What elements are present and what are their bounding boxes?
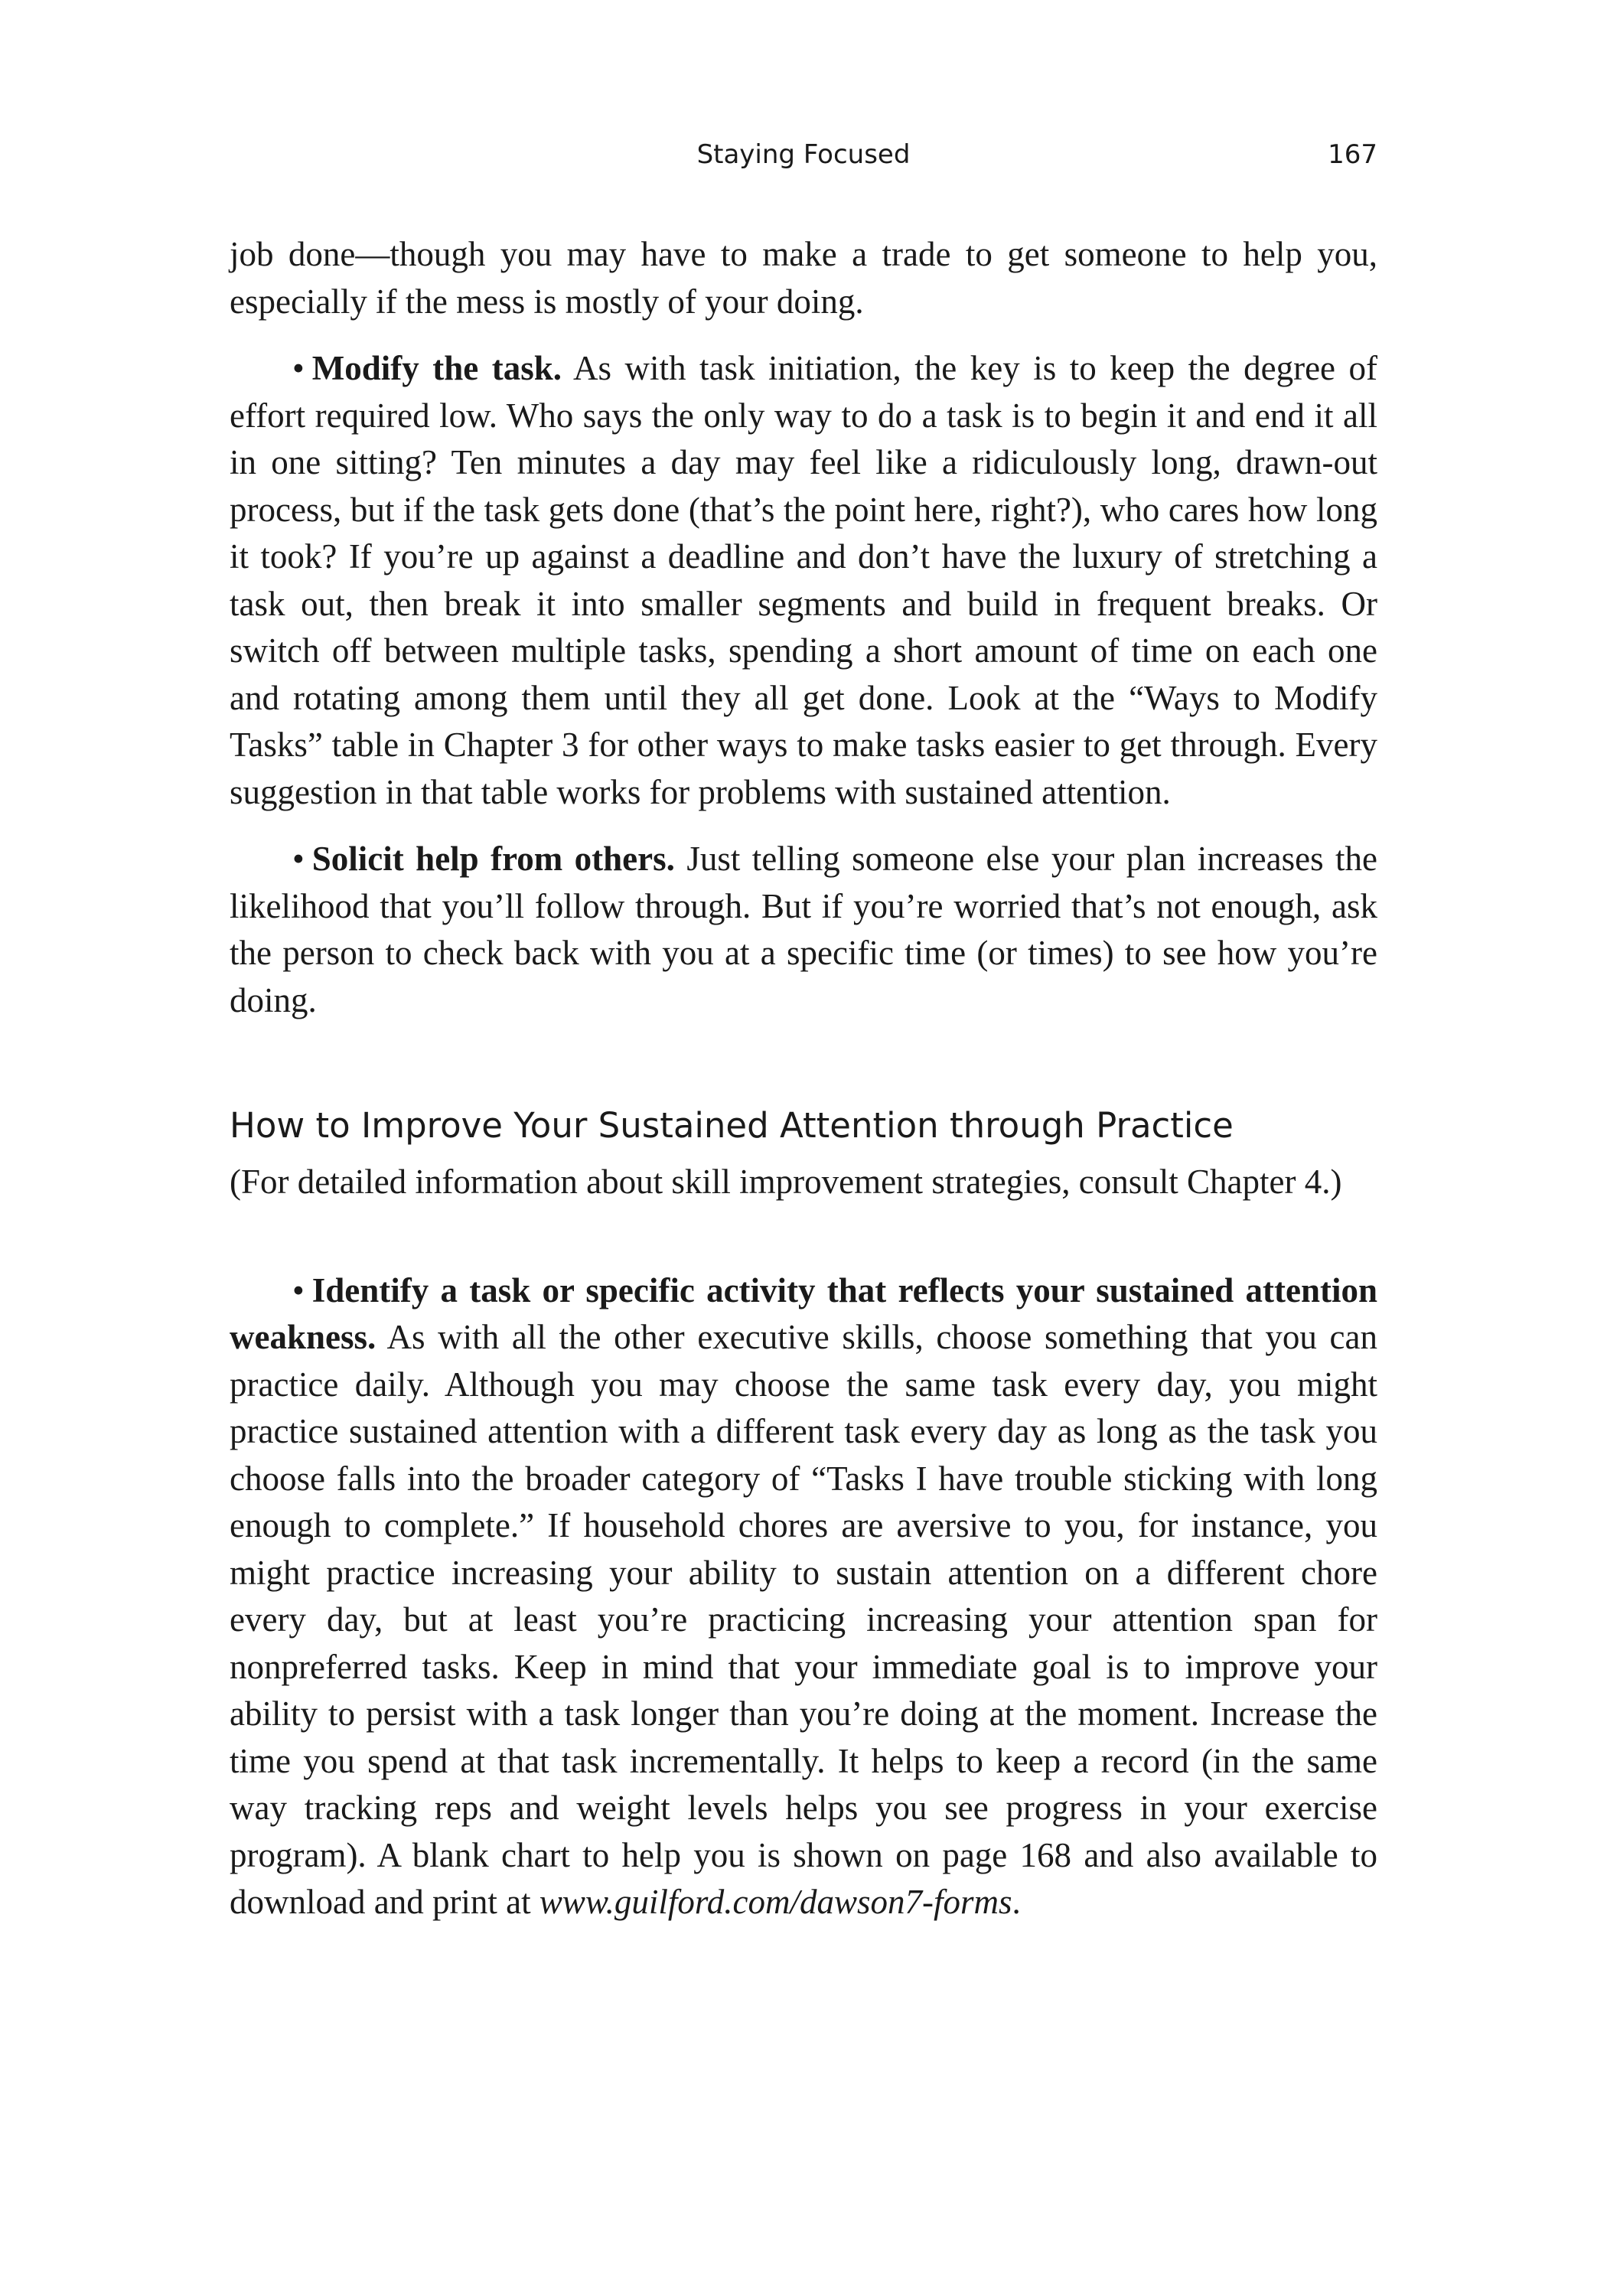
paragraph-continued: job done—though you may have to make a trade to get someone to help you, especially if the mess is mostly of your doing. <box>230 235 1377 321</box>
bullet-paragraph-solicit-help <box>230 836 1377 1024</box>
bullet-text-modify-task: As with task initiation, the key is to keep the degree of effort required low. Who says the only way to do a task is to begin it and end it all in one sitting? Ten minutes a day may feel like a ridiculously long, drawn-out process, but if the task gets done (that’s the point here, right?), who cares how long it took? If you’re up against a deadline and don’t have the luxury of stretching a task out, then break it into smaller segments and build in frequent breaks. Or switch off between multiple tasks, spending a short amount of time on each one and rotating among them until they all get done. Look at the “Ways to Modify Tasks” table in Chapter 3 for other ways to make tasks easier to get through. Every suggestion in that table works for problems with sustained attention. <box>230 349 1377 811</box>
bullet-paragraph-modify-task <box>230 345 1377 816</box>
book-page <box>230 0 1377 2296</box>
bullet-lead-identify-task: Identify a task or specific activity that reflects your sustained attention weakness. <box>230 1270 1377 1356</box>
running-head <box>230 135 1377 174</box>
bullet-text-identify-task: As with all the other executive skills, choose something that you can practice daily. Although you may choose the same task every day, you might practice sustained attention with a different task every day as long as the task you choose falls into the broader category of “Tasks I have trouble sticking with long enough to complete.” If household chores are aversive to you, for instance, you might practice increasing your ability to sustain attention on a different chore every day, but at least you’re practicing increasing your attention span for nonpreferred tasks. Keep in mind that your immediate goal is to improve your ability to persist with a task longer than you’re doing at the moment. Increase the time you spend at that task incrementally. It helps to keep a record (in the same way tracking reps and weight levels helps you see progress in your exercise program). A blank chart to help you is shown on page 168 and also available to download and print at <box>230 1318 1377 1921</box>
page-number: 167 <box>1328 139 1377 170</box>
section-heading: How to Improve Your Sustained Attention through Practice <box>230 1105 1234 1146</box>
sentence-end: . <box>1012 1883 1021 1921</box>
bullet-lead-modify-task: Modify the task. <box>311 349 562 387</box>
forms-url: www.guilford.com/dawson7-forms <box>539 1883 1012 1921</box>
body-text <box>230 231 1377 1946</box>
bullet-icon: • <box>292 840 305 878</box>
running-head-title: Staying Focused <box>696 139 911 170</box>
bullet-icon: • <box>292 349 305 387</box>
bullet-text-solicit-help: Just telling someone else your plan increases the likelihood that you’ll follow through. But if you’re worried that’s not enough, ask the person to check back with you at a specific time (or times) to see how you’re doing. <box>230 840 1377 1019</box>
bullet-icon: • <box>292 1270 305 1309</box>
section-note: (For detailed information about skill improvement strategies, consult Chapter 4.) <box>230 1163 1342 1201</box>
bullet-paragraph-identify-task <box>230 1267 1377 1926</box>
bullet-lead-solicit-help: Solicit help from others. <box>311 840 675 878</box>
